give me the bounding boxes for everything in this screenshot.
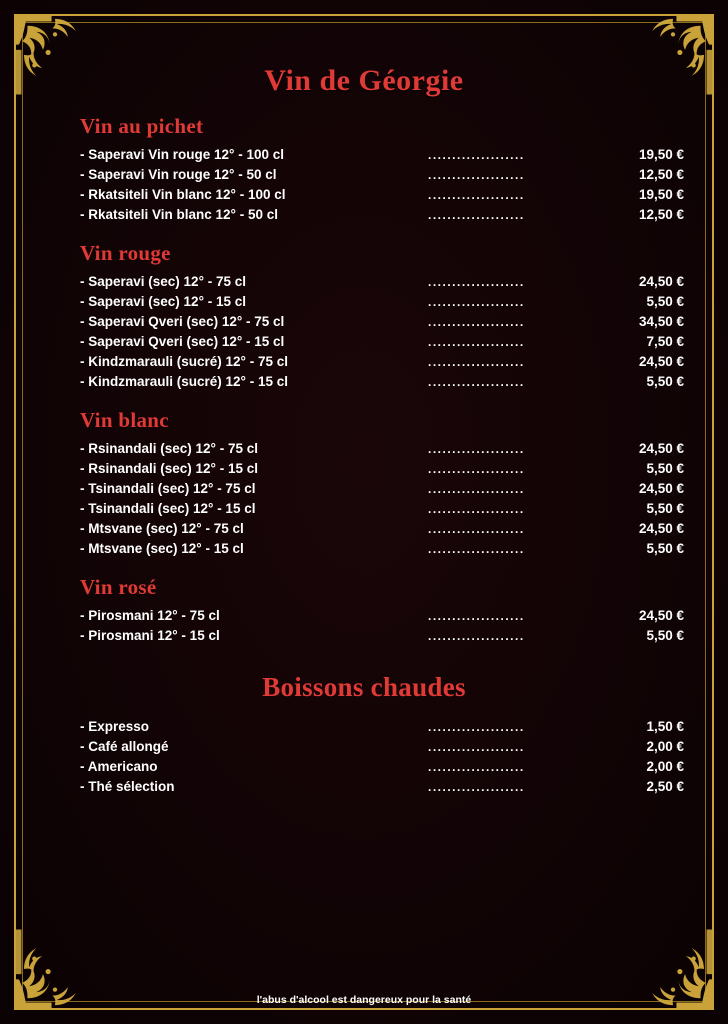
menu-item-list	[44, 145, 684, 225]
leader-dots: ....................	[428, 780, 525, 794]
menu-item-list	[44, 717, 684, 797]
menu-section	[44, 575, 684, 646]
menu-item-price: 24,50 €	[638, 354, 684, 369]
menu-item	[44, 606, 684, 626]
menu-item-price: 5,50 €	[646, 374, 684, 389]
menu-item-price: 5,50 €	[646, 461, 684, 476]
menu-item-price: 12,50 €	[638, 167, 684, 182]
menu-item-price: 2,00 €	[646, 759, 684, 774]
menu-item-price: 2,00 €	[646, 739, 684, 754]
leader-dots: ....................	[428, 629, 525, 643]
leader-dots: ....................	[428, 442, 525, 456]
menu-item-name: - Saperavi Vin rouge 12° - 100 cl	[80, 147, 284, 162]
leader-dots: ....................	[428, 609, 525, 623]
menu-item-name: - Saperavi (sec) 12° - 75 cl	[80, 274, 246, 289]
menu-item-price: 5,50 €	[646, 294, 684, 309]
page-title: Vin de Géorgie	[264, 64, 464, 97]
menu-item-name: - Saperavi (sec) 12° - 15 cl	[80, 294, 246, 309]
leader-dots: ....................	[428, 295, 525, 309]
section-title: Vin rouge	[80, 241, 171, 265]
menu-item-name: - Rsinandali (sec) 12° - 75 cl	[80, 441, 258, 456]
menu-item	[44, 372, 684, 392]
leader-dots: ....................	[428, 315, 525, 329]
menu-item-name: - Thé sélection	[80, 779, 175, 794]
menu-item-name: - Saperavi Qveri (sec) 12° - 75 cl	[80, 314, 285, 329]
menu-section	[44, 114, 684, 225]
menu-item	[44, 539, 684, 559]
menu-item-price: 5,50 €	[646, 501, 684, 516]
menu-item	[44, 439, 684, 459]
menu-item-name: - Tsinandali (sec) 12° - 75 cl	[80, 481, 256, 496]
menu-section	[44, 672, 684, 797]
menu-item-name: - Tsinandali (sec) 12° - 15 cl	[80, 501, 256, 516]
leader-dots: ....................	[428, 740, 525, 754]
menu-item	[44, 145, 684, 165]
section-title: Vin rosé	[80, 575, 157, 599]
menu-item	[44, 519, 684, 539]
menu-item-name: - Rsinandali (sec) 12° - 15 cl	[80, 461, 258, 476]
menu-item-list	[44, 606, 684, 646]
menu-item-price: 24,50 €	[638, 608, 684, 623]
menu-section	[44, 408, 684, 559]
menu-item-price: 12,50 €	[638, 207, 684, 222]
menu-item	[44, 332, 684, 352]
menu-item-name: - Mtsvane (sec) 12° - 75 cl	[80, 521, 244, 536]
menu-item	[44, 479, 684, 499]
menu-item-name: - Kindzmarauli (sucré) 12° - 15 cl	[80, 374, 288, 389]
leader-dots: ....................	[428, 275, 525, 289]
menu-item-name: - Mtsvane (sec) 12° - 15 cl	[80, 541, 244, 556]
menu-item-price: 24,50 €	[638, 521, 684, 536]
menu-item-price: 5,50 €	[646, 541, 684, 556]
menu-item-name: - Rkatsiteli Vin blanc 12° - 100 cl	[80, 187, 286, 202]
menu-content	[44, 46, 684, 978]
leader-dots: ....................	[428, 208, 525, 222]
menu-item-name: - Pirosmani 12° - 15 cl	[80, 628, 220, 643]
leader-dots: ....................	[428, 375, 525, 389]
menu-item	[44, 292, 684, 312]
menu-item	[44, 352, 684, 372]
leader-dots: ....................	[428, 720, 525, 734]
section-title: Boissons chaudes	[262, 672, 466, 702]
menu-item-name: - Café allongé	[80, 739, 169, 754]
menu-item-list	[44, 439, 684, 559]
menu-item-list	[44, 272, 684, 392]
menu-item-name: - Saperavi Vin rouge 12° - 50 cl	[80, 167, 277, 182]
menu-item-price: 5,50 €	[646, 628, 684, 643]
menu-item-name: - Saperavi Qveri (sec) 12° - 15 cl	[80, 334, 285, 349]
leader-dots: ....................	[428, 355, 525, 369]
section-title: Vin au pichet	[80, 114, 204, 138]
menu-item	[44, 737, 684, 757]
menu-item	[44, 777, 684, 797]
menu-item-price: 34,50 €	[638, 314, 684, 329]
leader-dots: ....................	[428, 188, 525, 202]
menu-section	[44, 241, 684, 392]
leader-dots: ....................	[428, 462, 525, 476]
menu-item-name: - Pirosmani 12° - 75 cl	[80, 608, 220, 623]
menu-item-price: 19,50 €	[638, 187, 684, 202]
menu-item	[44, 205, 684, 225]
menu-item-price: 2,50 €	[646, 779, 684, 794]
menu-item	[44, 459, 684, 479]
leader-dots: ....................	[428, 168, 525, 182]
menu-item	[44, 626, 684, 646]
menu-item-price: 24,50 €	[638, 481, 684, 496]
menu-item	[44, 165, 684, 185]
menu-item	[44, 185, 684, 205]
menu-item	[44, 757, 684, 777]
menu-item-price: 24,50 €	[638, 441, 684, 456]
menu-item-price: 24,50 €	[638, 274, 684, 289]
leader-dots: ....................	[428, 502, 525, 516]
menu-item	[44, 499, 684, 519]
menu-item-name: - Americano	[80, 759, 158, 774]
leader-dots: ....................	[428, 482, 525, 496]
menu-item-name: - Rkatsiteli Vin blanc 12° - 50 cl	[80, 207, 278, 222]
menu-item	[44, 272, 684, 292]
menu-sections	[44, 114, 684, 797]
leader-dots: ....................	[428, 542, 525, 556]
menu-item-price: 19,50 €	[638, 147, 684, 162]
menu-item-price: 7,50 €	[646, 334, 684, 349]
leader-dots: ....................	[428, 760, 525, 774]
leader-dots: ....................	[428, 148, 525, 162]
legal-notice: l'abus d'alcool est dangereux pour la santé	[256, 994, 472, 1006]
menu-item-name: - Expresso	[80, 719, 150, 734]
menu-item-price: 1,50 €	[646, 719, 684, 734]
menu-item	[44, 717, 684, 737]
leader-dots: ....................	[428, 522, 525, 536]
leader-dots: ....................	[428, 335, 525, 349]
section-title: Vin blanc	[80, 408, 169, 432]
menu-item	[44, 312, 684, 332]
menu-item-name: - Kindzmarauli (sucré) 12° - 75 cl	[80, 354, 288, 369]
